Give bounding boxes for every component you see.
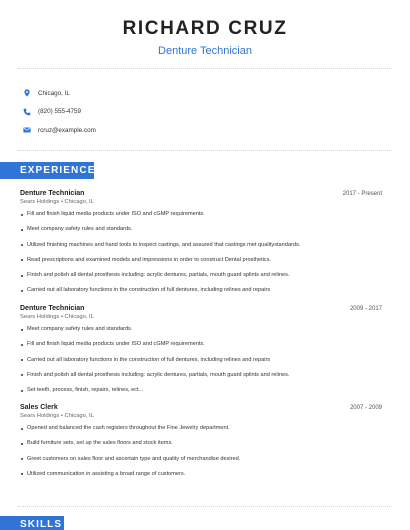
job-entry-dates: 2017 - Present (342, 191, 382, 197)
contact-email[interactable] (22, 121, 96, 140)
bullet-item: Set teeth, process, finish, repairs, relines, ect... (20, 387, 382, 402)
job-entry-title: Denture Technician (20, 190, 85, 197)
job-entry-dates: 2009 - 2017 (349, 306, 382, 312)
job-bullets (20, 211, 382, 303)
contact-email-text: rcruz@example.com (38, 126, 96, 134)
phone-icon (22, 107, 32, 117)
divider (18, 150, 392, 151)
job-entry-dates: 2007 - 2009 (349, 405, 382, 411)
job-entry-company: Sears Holdings • Chicago, IL (20, 199, 94, 205)
job-bullets (20, 326, 382, 402)
bullet-item: Carried out all laboratory functions in the construction of full dentures, including relines and repairs (20, 287, 382, 302)
bullet-item: Read prescriptions and examined models and impressions in order to construct Dental prosthetics. (20, 257, 382, 272)
job-entry-title: Sales Clerk (20, 404, 58, 411)
job-entry (20, 305, 382, 402)
resume-header (0, 0, 410, 58)
bullet-item: Fill and finish liquid media products under ISO and cGMP requirements. (20, 341, 382, 356)
contact-location-text: Chicago, IL (38, 89, 70, 97)
bullet-item: Build furniture sets, set up the sales floors and stock items. (20, 440, 382, 455)
bullet-item: Opened and balanced the cash registers throughout the Fine Jewelry department. (20, 425, 382, 440)
divider (18, 68, 392, 69)
bullet-item: Greet customers on sales floor and ascertain type and quality of merchandise desired. (20, 456, 382, 471)
job-entry (20, 404, 382, 486)
contact-location (22, 84, 96, 103)
job-bullets (20, 425, 382, 486)
job-entry-company: Sears Holdings • Chicago, IL (20, 314, 94, 320)
bullet-item: Meet company safety rules and standards. (20, 326, 382, 341)
job-entry-company: Sears Holdings • Chicago, IL (20, 413, 94, 419)
job-entry-title: Denture Technician (20, 305, 85, 312)
bullet-item: Meet company safety rules and standards. (20, 226, 382, 241)
bullet-item: Utilized finishing machines and hand tools to inspect castings, and assured that castings met qualitystandards. (20, 242, 382, 257)
candidate-name: RICHARD CRUZ (122, 18, 288, 39)
bullet-item: Carried out all laboratory functions in the construction of full dentures, including relines and repairs (20, 357, 382, 372)
experience-section-heading: EXPERIENCE (0, 162, 94, 179)
location-pin-icon (22, 88, 32, 98)
bullet-item: Fill and finish liquid media products under ISO and cGMP requirements. (20, 211, 382, 226)
job-title-heading: Denture Technician (158, 45, 252, 57)
contact-list (22, 84, 96, 140)
bullet-item: Utilized communication in assisting a broad range of customers. (20, 471, 382, 486)
email-icon (22, 125, 32, 135)
divider (18, 506, 392, 507)
contact-phone-text: (820) 555-4759 (38, 108, 82, 116)
skills-section-heading: SKILLS (0, 516, 64, 530)
bullet-item: Finish and polish all dental prosthesis including: acrylic dentures, partials, mouth guard splints and relines. (20, 372, 382, 387)
contact-phone (22, 103, 96, 122)
job-entry (20, 190, 382, 303)
bullet-item: Finish and polish all dental prosthesis including: acrylic dentures, partials, mouth guard splints and relines. (20, 272, 382, 287)
